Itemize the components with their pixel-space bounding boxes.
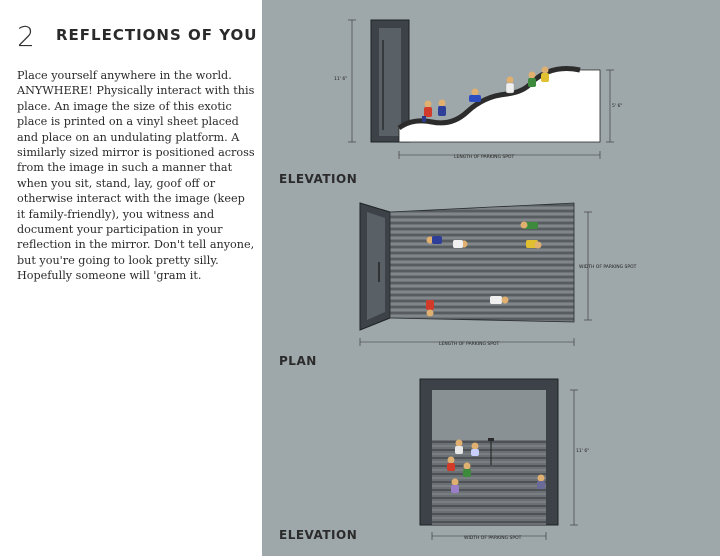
section-number: 2 — [17, 20, 35, 53]
dim-height-bottom: 11' 6" — [576, 449, 590, 454]
drawing-panel — [262, 0, 720, 556]
dim-platform-height: 5' 6" — [612, 104, 623, 109]
description-text: Place yourself anywhere in the world. ANYWHERE! Physically interact with this place. An image the size of this exotic place is printed on a vinyl sheet placed and place on an undulating platform. A similarly sized mirror is positioned across from the image in such a manner that when you sit, stand, lay, goof off or otherwise interact with the image (keep it family-friendly), you witness and document your participation in your reflection in the mirror. Don't tell anyone, but you're going to look pretty silly. Hopefully someone will 'gram it. — [17, 69, 255, 283]
elevation-view-bottom — [279, 379, 589, 542]
dim-length-top: LENGTH OF PARKING SPOT — [454, 155, 515, 160]
stepped-platform — [432, 440, 546, 525]
dim-height-top: 11' 6" — [334, 77, 348, 82]
elevation-view-top — [279, 20, 622, 186]
dim-width-plan: WIDTH OF PARKING SPOT — [579, 265, 637, 270]
label-elevation-top: ELEVATION — [279, 172, 358, 186]
description-panel — [0, 0, 262, 556]
label-elevation-bottom: ELEVATION — [279, 528, 358, 542]
dim-length-plan: LENGTH OF PARKING SPOT — [439, 342, 500, 347]
plan-platform — [390, 203, 574, 322]
label-plan: PLAN — [279, 354, 317, 368]
dim-width-bottom: WIDTH OF PARKING SPOT — [464, 536, 522, 541]
section-title: REFLECTIONS OF YOU — [56, 26, 258, 44]
plan-view — [279, 203, 637, 368]
architectural-drawings — [262, 0, 720, 556]
